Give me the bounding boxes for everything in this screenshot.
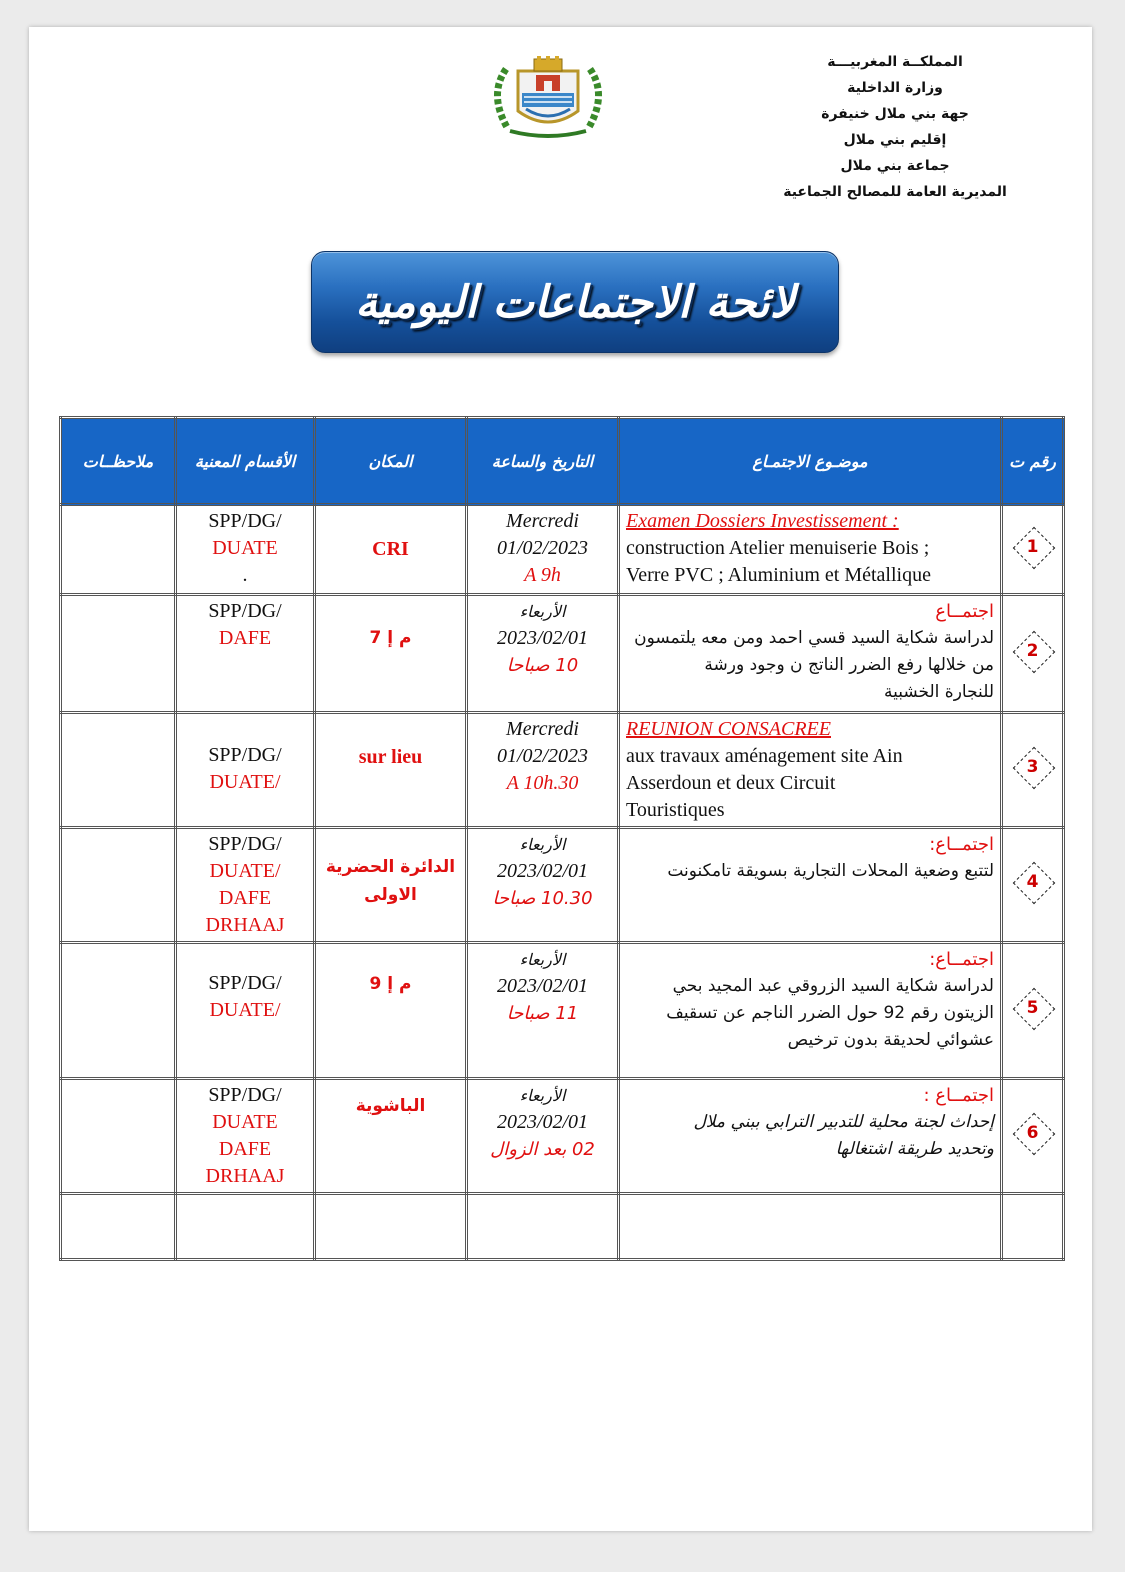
time-value: 11 صباحا (506, 1003, 579, 1024)
table-row (61, 505, 1064, 595)
division-line: SPP/DG/ (208, 510, 282, 532)
subject-line: لدراسة شكاية السيد الزروقي عبد المجيد بحي (672, 976, 994, 996)
ministry-header (745, 49, 1045, 205)
time-value: 10.30 صباحا (492, 888, 593, 909)
table-header-row (61, 418, 1064, 505)
meetings-table (59, 416, 1065, 1261)
division-line: DUATE (212, 537, 278, 559)
date-day: الأربعاء (519, 1086, 566, 1105)
place-value: CRI (372, 538, 409, 560)
subject-text (626, 946, 994, 1054)
place-value: الباشوية (355, 1096, 426, 1116)
subject-line: الزيتون رقم 92 حول الضرر الناجم عن تسقيف (666, 1003, 994, 1023)
table-row (61, 943, 1064, 1079)
place-cell (315, 595, 467, 713)
division-line: DUATE (212, 1111, 278, 1133)
subject-lead: REUNION CONSACREE (626, 718, 831, 740)
subject-cell (619, 505, 1002, 595)
notes-cell (61, 595, 176, 713)
date-value: 01/02/2023 (496, 745, 589, 767)
time-value: A 10h.30 (506, 772, 579, 794)
subject-line: إحداث لجنة محلية للتدبير الترابي ببني ملال (693, 1112, 994, 1132)
subject-text (626, 831, 994, 885)
notes-cell (61, 713, 176, 828)
division-line: DRHAAJ (205, 914, 285, 936)
subject-line: عشوائي لحديقة بدون ترخيص (787, 1030, 994, 1050)
empty-cell (467, 1194, 619, 1260)
table-row (61, 595, 1064, 713)
date-day: الأربعاء (519, 602, 566, 621)
date-value: 2023/02/01 (496, 1111, 589, 1133)
division-line: SPP/DG/ (208, 600, 282, 622)
place-cell (315, 505, 467, 595)
date-day: Mercredi (506, 718, 579, 740)
diamond-badge (1010, 985, 1056, 1031)
subject-line: وتحديد طريقة اشتغالها (835, 1139, 994, 1159)
empty-cell (176, 1194, 315, 1260)
datetime-cell (467, 943, 619, 1079)
datetime-cell (467, 595, 619, 713)
divisions-cell (176, 828, 315, 943)
division-line: SPP/DG/ (208, 833, 282, 855)
subject-text (626, 1082, 994, 1163)
divisions-cell (176, 943, 315, 1079)
divisions-cell (176, 1079, 315, 1194)
diamond-badge (1010, 628, 1056, 674)
divisions-cell (176, 713, 315, 828)
subject-lead: اجتمــاع: (929, 949, 994, 970)
notes-cell (61, 828, 176, 943)
date-value: 2023/02/01 (496, 627, 589, 649)
empty-cell (1002, 1194, 1064, 1260)
row-number-cell (1002, 713, 1064, 828)
subject-cell (619, 713, 1002, 828)
row-number: 4 (1026, 872, 1039, 892)
column-header-divisions: الأقسام المعنية (176, 418, 315, 505)
date-value: 01/02/2023 (496, 537, 589, 559)
subject-line: لتتبع وضعية المحلات التجارية بسويقة تامكنونت (667, 861, 994, 881)
empty-cell (619, 1194, 1002, 1260)
column-header-number: رقم ت (1002, 418, 1064, 505)
diamond-badge (1010, 859, 1056, 905)
row-number-cell (1002, 943, 1064, 1079)
municipal-emblem-icon (484, 55, 612, 139)
subject-cell (619, 1079, 1002, 1194)
table-row (61, 828, 1064, 943)
subject-line: للنجارة الخشبية (883, 682, 994, 702)
empty-cell (61, 1194, 176, 1260)
header-line: المديرية العامة للمصالح الجماعية (783, 184, 1007, 200)
division-line: DRHAAJ (205, 1165, 285, 1187)
title-banner (311, 251, 839, 353)
header-line: وزارة الداخلية (847, 80, 943, 96)
page-title: لائحة الاجتماعات اليومية (355, 276, 795, 328)
notes-cell (61, 943, 176, 1079)
division-line: DUATE/ (209, 771, 281, 793)
header-line: المملكــة المغربيـــة (827, 54, 963, 70)
table-row (61, 713, 1064, 828)
row-number-cell (1002, 595, 1064, 713)
subject-lead: اجتمــاع (935, 601, 994, 622)
subject-cell (619, 595, 1002, 713)
subject-line: Asserdoun et deux Circuit (626, 772, 836, 794)
time-value: 02 بعد الزوال (490, 1139, 595, 1160)
division-line: SPP/DG/ (208, 972, 282, 994)
column-header-notes: ملاحظــات (61, 418, 176, 505)
subject-text (626, 598, 994, 706)
division-line: . (242, 564, 248, 586)
date-day: Mercredi (506, 510, 579, 532)
column-header-subject: موضـوع الاجتمـاع (619, 418, 1002, 505)
subject-line: construction Atelier menuiserie Bois ; (626, 537, 930, 559)
column-header-place: المكان (315, 418, 467, 505)
table-row-empty (61, 1194, 1064, 1260)
row-number-cell (1002, 505, 1064, 595)
division-line: SPP/DG/ (208, 744, 282, 766)
table-row (61, 1079, 1064, 1194)
subject-line: aux travaux aménagement site Ain (626, 745, 903, 767)
division-line: DAFE (218, 1138, 272, 1160)
header-line: إقليم بني ملال (843, 132, 947, 148)
subject-line: Touristiques (626, 799, 725, 821)
subject-cell (619, 828, 1002, 943)
time-value: A 9h (524, 564, 561, 586)
place-value: sur lieu (358, 746, 423, 768)
date-day: الأربعاء (519, 950, 566, 969)
date-value: 2023/02/01 (496, 975, 589, 997)
diamond-badge (1010, 744, 1056, 790)
subject-text (626, 508, 994, 589)
subject-line: من خلالها رفع الضرر الناتج ن وجود ورشة (704, 655, 994, 675)
time-value: 10 صباحا (506, 655, 579, 676)
meetings-table-wrapper (59, 416, 1062, 1261)
division-line: DUATE/ (209, 860, 281, 882)
division-line: DAFE (218, 627, 272, 649)
notes-cell (61, 1079, 176, 1194)
row-number: 3 (1026, 757, 1039, 777)
row-number: 5 (1026, 997, 1039, 1018)
diamond-badge (1010, 524, 1056, 570)
row-number-cell (1002, 1079, 1064, 1194)
column-header-datetime: التاريخ والساعة (467, 418, 619, 505)
division-line: DAFE (218, 887, 272, 909)
notes-cell (61, 505, 176, 595)
row-number-cell (1002, 828, 1064, 943)
division-line: SPP/DG/ (208, 1084, 282, 1106)
subject-text (626, 716, 994, 824)
diamond-badge (1010, 1110, 1056, 1156)
subject-cell (619, 943, 1002, 1079)
empty-cell (315, 1194, 467, 1260)
place-cell (315, 828, 467, 943)
place-value: م إ 9 (369, 974, 412, 994)
place-cell (315, 713, 467, 828)
date-day: الأربعاء (519, 835, 566, 854)
subject-lead: اجتمــاع: (929, 834, 994, 855)
divisions-cell (176, 505, 315, 595)
place-value: الدائرة الحضرية الاولى (325, 857, 456, 905)
row-number: 1 (1026, 536, 1039, 557)
place-value: م إ 7 (369, 628, 412, 648)
header-line: جماعة بني ملال (840, 158, 950, 174)
row-number: 2 (1026, 640, 1039, 661)
subject-line: Verre PVC ; Aluminium et Métallique (626, 564, 931, 586)
place-cell (315, 1079, 467, 1194)
subject-lead: اجتمــاع : (923, 1085, 994, 1106)
row-number: 6 (1026, 1123, 1039, 1143)
subject-line: لدراسة شكاية السيد قسي احمد ومن معه يلتمسون (634, 628, 994, 648)
divisions-cell (176, 595, 315, 713)
date-value: 2023/02/01 (496, 860, 589, 882)
subject-lead: Examen Dossiers Investissement : (626, 510, 899, 532)
datetime-cell (467, 1079, 619, 1194)
division-line: DUATE/ (209, 999, 281, 1021)
header-line: جهة بني ملال خنيفرة (821, 106, 969, 122)
datetime-cell (467, 505, 619, 595)
document-page (29, 27, 1092, 1531)
place-cell (315, 943, 467, 1079)
datetime-cell (467, 828, 619, 943)
datetime-cell (467, 713, 619, 828)
